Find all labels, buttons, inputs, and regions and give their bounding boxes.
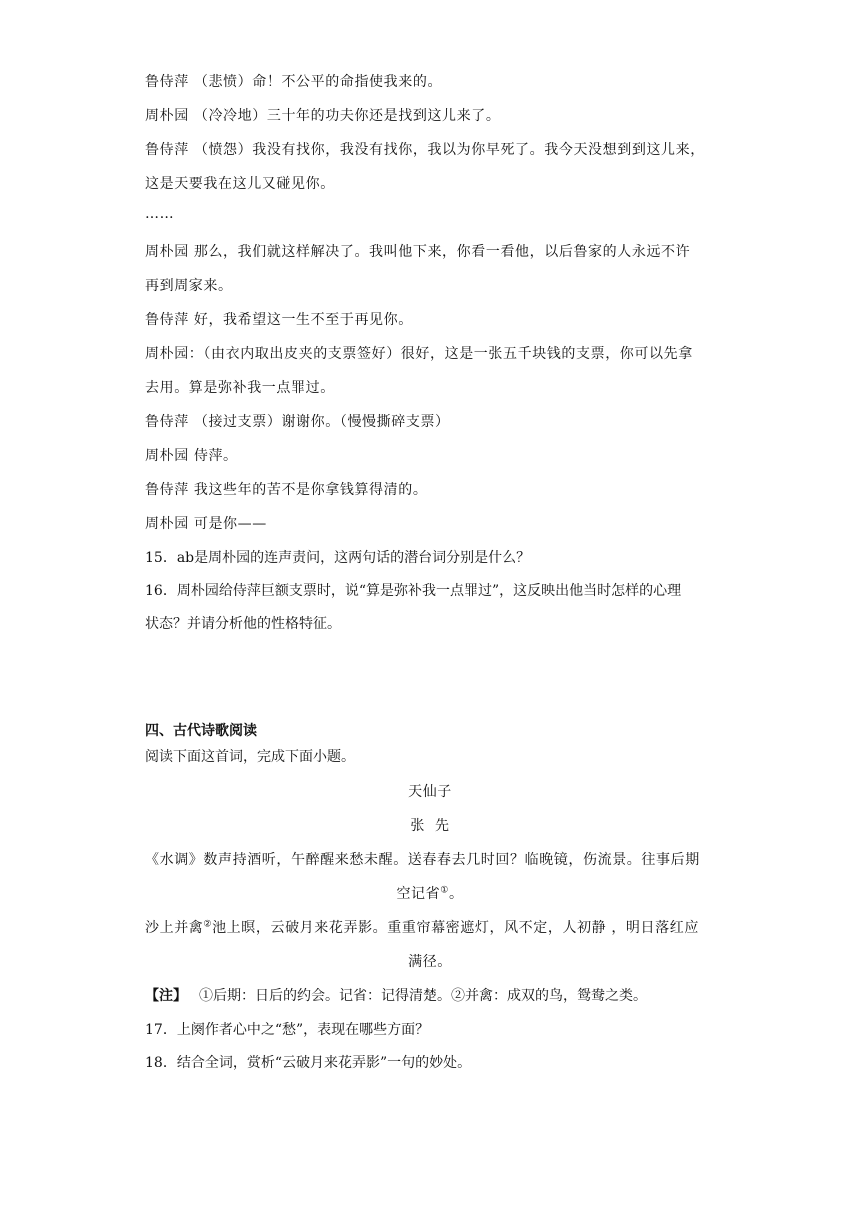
section-heading: 四、古代诗歌阅读	[145, 723, 257, 739]
drama-line: 鲁侍萍 （悲愤）命！不公平的命指使我来的。	[145, 74, 443, 90]
drama-line: 鲁侍萍 （接过支票）谢谢你。（慢慢撕碎支票）	[145, 414, 450, 430]
poem-text: 。	[448, 886, 464, 902]
drama-line: 鲁侍萍 我这些年的苦不是你拿钱算得清的。	[145, 482, 428, 498]
footnote-mark: ②	[203, 919, 213, 930]
drama-line: 周朴园 可是你——	[145, 516, 267, 532]
drama-line: 周朴园 侍萍。	[145, 448, 238, 464]
drama-line: 周朴园：（由衣内取出皮夹的支票签好）很好，这是一张五千块钱的支票，你可以先拿	[145, 346, 693, 362]
poem-text: 沙上并禽	[145, 920, 204, 936]
drama-line: 鲁侍萍 好，我希望这一生不至于再见你。	[145, 312, 413, 328]
drama-line: 周朴园 那么，我们就这样解决了。我叫他下来，你看一看他，以后鲁家的人永远不许	[145, 244, 691, 260]
note-label: 【注】	[145, 988, 187, 1004]
poem-text: 池上暝，云破月来花弄影。重重帘幕密遮灯，风不定，人初静 ，明日落红应	[212, 920, 699, 936]
drama-line: 再到周家来。	[145, 278, 233, 294]
poem-stanza1-line2	[145, 884, 715, 904]
question-17: 17．上阕作者心中之“愁”，表现在哪些方面？	[145, 1022, 430, 1038]
section-instruction: 阅读下面这首词，完成下面小题。	[145, 749, 355, 765]
drama-line: 这是天要我在这儿又碰见你。	[145, 176, 335, 192]
question-16-line2: 状态？并请分析他的性格特征。	[145, 616, 341, 632]
poem-title: 天仙子	[408, 784, 452, 800]
footnote-mark: ①	[440, 885, 449, 896]
drama-line: 鲁侍萍 （愤怨）我没有找你，我没有找你，我以为你早死了。我今天没想到到这儿来，	[145, 142, 705, 158]
drama-line: 周朴园 （冷冷地）三十年的功夫你还是找到这儿来了。	[145, 108, 501, 124]
poem-author: 张 先	[410, 818, 450, 834]
note-text: ①后期：日后的约会。记省：记得清楚。②并禽：成双的鸟，鸳鸯之类。	[199, 988, 647, 1004]
question-15: 15．ab是周朴园的连声责问，这两句话的潜台词分别是什么？	[145, 550, 531, 566]
drama-line: 去用。算是弥补我一点罪过。	[145, 380, 335, 396]
poem-note	[145, 986, 647, 1006]
question-16-line1: 16．周朴园给侍萍巨额支票时，说“算是弥补我一点罪过”，这反映出他当时怎样的心理	[145, 583, 682, 599]
poem-stanza2-line1	[145, 918, 699, 938]
drama-ellipsis: ……	[145, 206, 175, 222]
poem-stanza2-line2: 满径。	[408, 954, 452, 970]
poem-stanza1-line1: 《水调》数声持酒听，午醉醒来愁未醒。送春春去几时回？临晚镜，伤流景。往事后期	[145, 852, 700, 868]
poem-text: 空记省	[396, 886, 441, 902]
question-18: 18．结合全词，赏析“云破月来花弄影”一句的妙处。	[145, 1055, 472, 1071]
